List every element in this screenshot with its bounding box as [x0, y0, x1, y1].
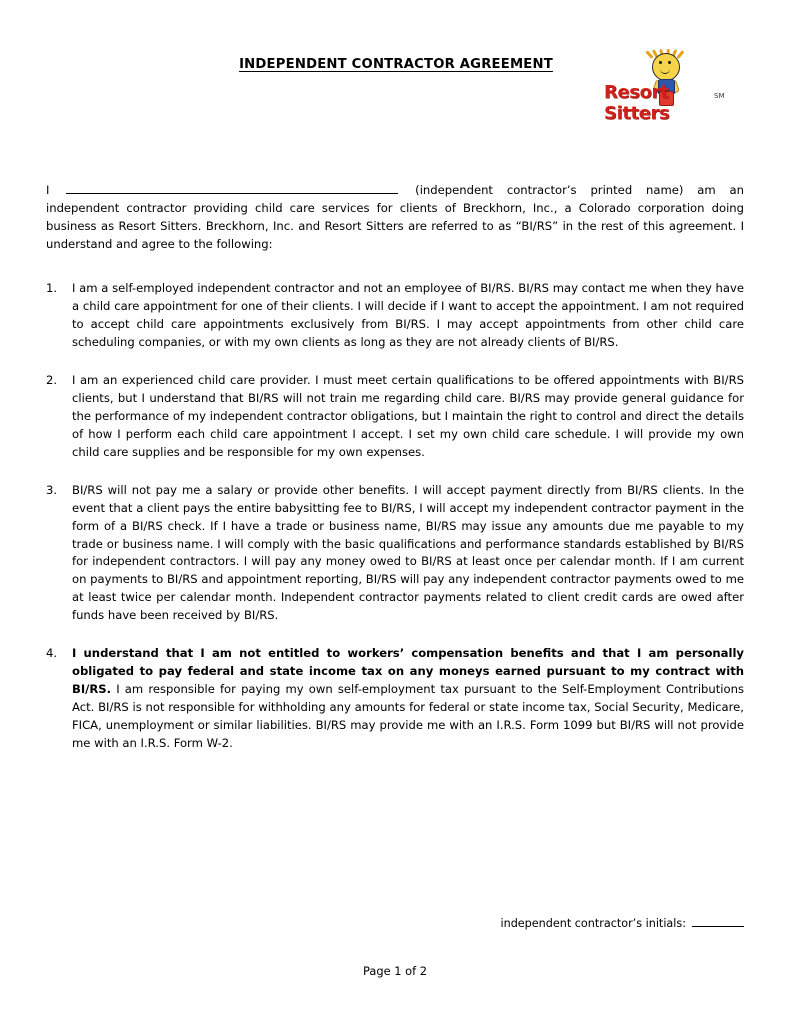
clause-list: [46, 280, 744, 753]
clause-text: I am an experienced child care provider. I must meet certain qualifications to be offered appointments with BI/RS clients, but I understand that BI/RS will not train me regarding child care. BI/RS may provide general guidance for the performance of my independent contractor obligations, but I maintain the right to control and direct the details of how I perform each child care appointment I accept. I set my own child care schedule. I will provide my own child care supplies and be responsible for my own expenses.: [72, 372, 744, 459]
intro-prefix: I: [46, 183, 50, 197]
initials-blank-field[interactable]: [692, 916, 744, 927]
intro-paragraph: [46, 182, 744, 254]
clause-text-bold: I understand that I am not entitled to workers’ compensation benefits and that I am personally obligated to pay federal and state income tax on any moneys earned pursuant to my contract with BI/RS.: [72, 646, 744, 697]
document-header: [46, 0, 744, 124]
sun-face-icon: [652, 53, 680, 81]
clause-item: [72, 372, 744, 462]
clause-item: [72, 482, 744, 626]
logo-word-resort: Resort: [604, 82, 669, 103]
initials-line: [46, 916, 744, 930]
intro-body: (independent contractor’s printed name) am an independent contractor providing child care services for clients of Breckhorn, Inc., a Colorado corporation doing business as Resort Sitters. Breckhorn, Inc. and Resort Sitters are referred to as “BI/RS” in the rest of this agreement. I understand and agree to the following:: [46, 183, 745, 251]
service-mark-label: SM: [714, 92, 725, 100]
clause-text: I am a self-employed independent contractor and not an employee of BI/RS. BI/RS may contact me when they have a child care appointment for one of their clients. I will decide if I want to accept the appointment. I am not required to accept child care appointments exclusively from BI/RS. I may accept appointments from other child care scheduling companies, or with my own clients as long as they are not already clients of BI/RS.: [72, 280, 744, 349]
page-title: INDEPENDENT CONTRACTOR AGREEMENT: [239, 57, 553, 72]
logo-wordmark: [604, 82, 724, 124]
clause-item: [72, 645, 744, 753]
clause-text: I am responsible for paying my own self-employment tax pursuant to the Self-Employment Contributions Act. BI/RS is not responsible for withholding any amounts for federal or state income tax, Social Security, Medicare, FICA, unemployment or similar liabilities. BI/RS may provide me with an I.R.S. Form 1099 but BI/RS will not provide me with an I.R.S. Form W-2.: [72, 682, 744, 751]
page-number: Page 1 of 2: [363, 964, 427, 978]
clause-text: BI/RS will not pay me a salary or provide other benefits. I will accept payment directly from BI/RS clients. In the event that a client pays the entire babysitting fee to BI/RS, I will accept my independent contractor payment in the form of a BI/RS check. If I have a trade or business name, BI/RS may issue any amounts due me payable to my trade or business name. I will comply with the basic qualifications and performance standards established by BI/RS for independent contractors. I will pay any money owed to BI/RS at least once per calendar month. If I am current on payments to BI/RS and appointment reporting, BI/RS will pay any independent contractor payments owed to me at least twice per calendar month. Independent contractor payments related to client credit cards are owed after funds have been received by BI/RS.: [72, 482, 744, 623]
resort-sitters-logo: [604, 48, 725, 124]
logo-word-sitters: Sitters: [604, 103, 670, 124]
clause-item: [72, 280, 744, 352]
printed-name-blank-field[interactable]: [66, 182, 398, 194]
initials-label: independent contractor’s initials:: [500, 917, 686, 930]
